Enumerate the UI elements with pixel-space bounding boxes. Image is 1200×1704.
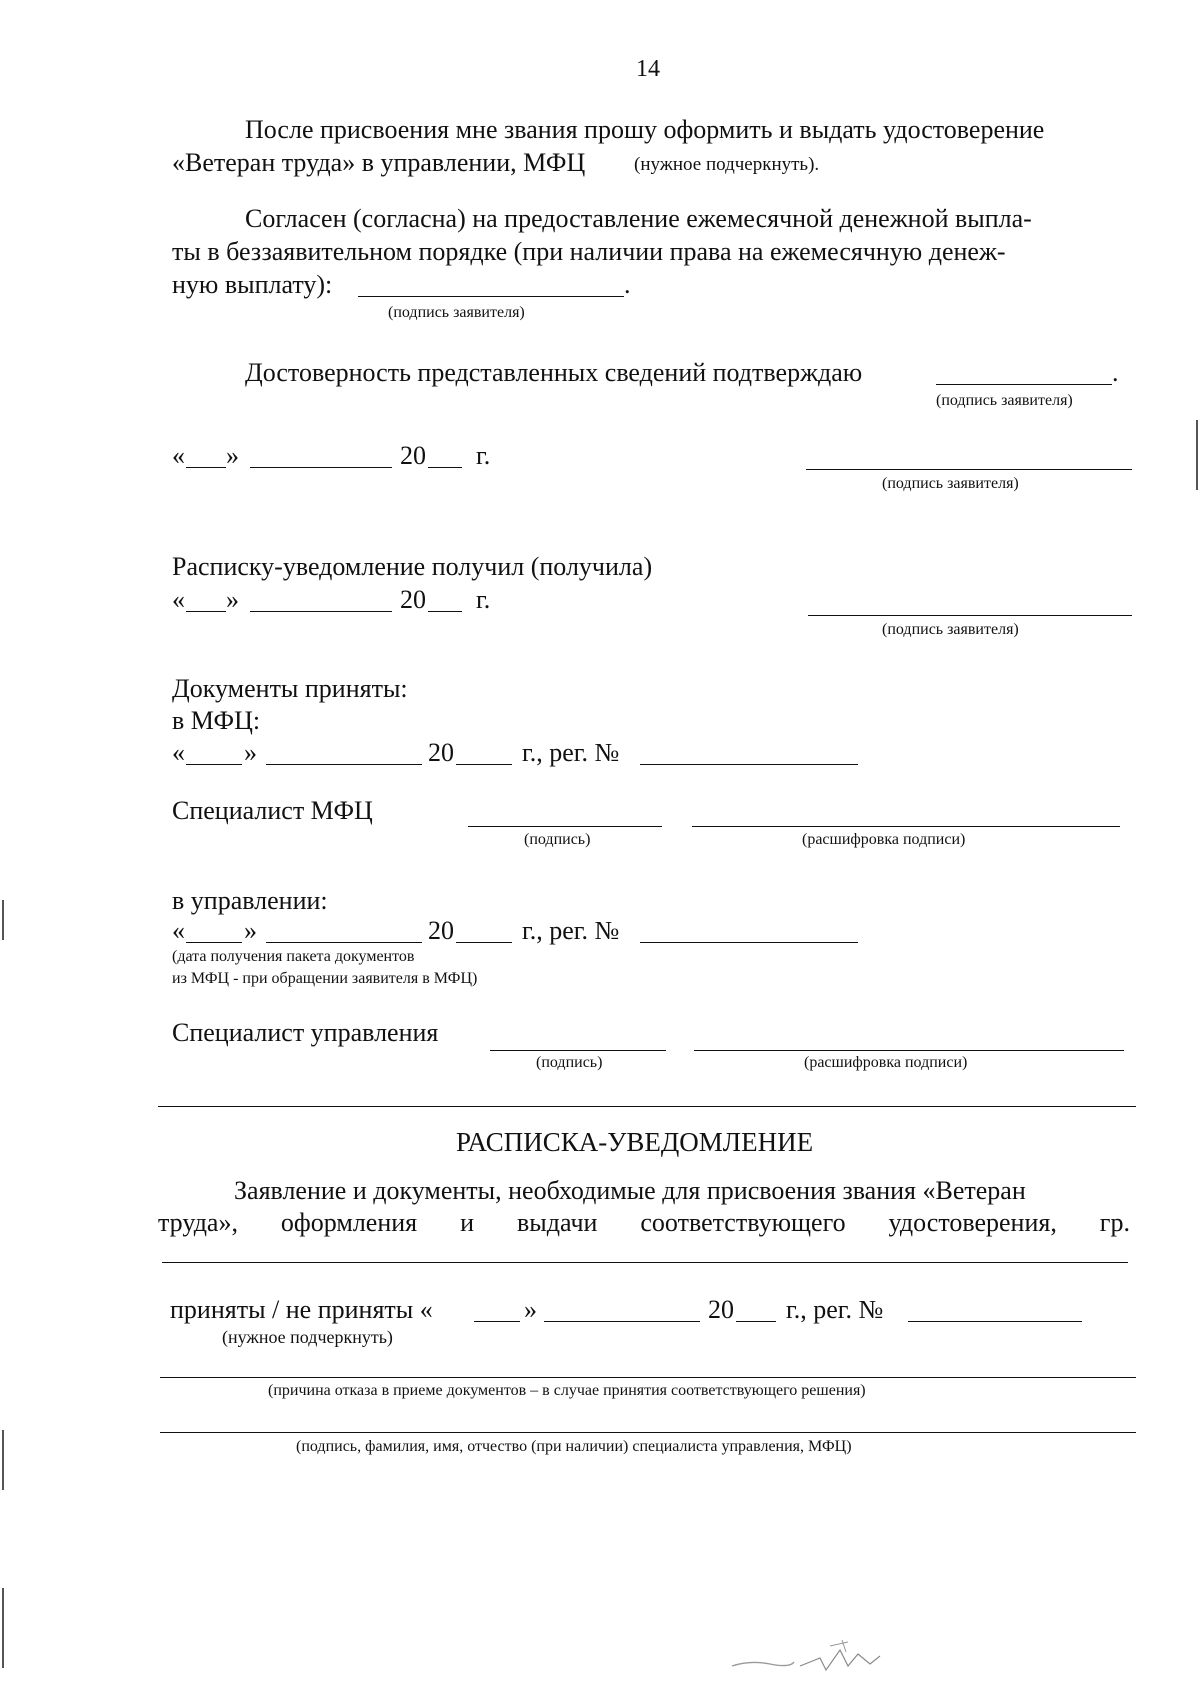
office-year-field[interactable] (456, 942, 512, 943)
consent-signature-line[interactable] (358, 296, 624, 297)
mfc-reg-number-field[interactable] (640, 764, 858, 765)
documents-accepted-label: Документы приняты: (172, 674, 408, 703)
receipt-year-prefix: 20 (400, 585, 426, 614)
receipt-month-field[interactable] (250, 611, 392, 612)
receipt-signature-line[interactable] (808, 615, 1132, 616)
accepted-year-field[interactable] (736, 1321, 776, 1322)
mfc-day-field[interactable] (186, 764, 242, 765)
office-specialist-sign-line[interactable] (490, 1050, 666, 1051)
consent-signature-caption: (подпись заявителя) (388, 304, 525, 321)
accepted-day-field[interactable] (474, 1321, 520, 1322)
office-sign-caption: (подпись) (536, 1054, 603, 1071)
paragraph-consent-line1: Согласен (согласна) на предоставление ежемесячной денежной выпла- (245, 204, 1032, 233)
date-year-suffix: г. (476, 441, 491, 470)
receipt-notice-word: труда», (158, 1208, 238, 1237)
receipt-notice-word: соответствующего (640, 1208, 846, 1237)
accuracy-dot: . (1112, 358, 1119, 387)
mfc-close-quote: » (244, 738, 257, 767)
paragraph-issue-certificate-line2: «Ветеран труда» в управлении, МФЦ (172, 148, 586, 177)
mfc-specialist-sign-line[interactable] (468, 826, 662, 827)
date-signature-caption: (подпись заявителя) (882, 475, 1019, 492)
mfc-specialist-decode-line[interactable] (692, 826, 1120, 827)
refusal-reason-caption: (причина отказа в приеме документов – в случае принятия соответствующего решения) (268, 1382, 866, 1399)
office-specialist-label: Специалист управления (172, 1018, 439, 1047)
date-year-prefix: 20 (400, 441, 426, 470)
receipt-notice-word: гр. (1099, 1208, 1130, 1237)
mfc-year-prefix: 20 (428, 738, 454, 767)
mfc-specialist-label: Специалист МФЦ (172, 796, 373, 825)
scan-edge-mark (2, 1588, 4, 1668)
date-close-quote: » (226, 441, 239, 470)
mfc-month-field[interactable] (266, 764, 422, 765)
accuracy-signature-caption: (подпись заявителя) (936, 392, 1073, 409)
mfc-year-field[interactable] (456, 764, 512, 765)
office-close-quote: » (244, 916, 257, 945)
paragraph-accuracy-confirm: Достоверность представленных сведений подтверждаю (245, 358, 863, 387)
office-day-field[interactable] (186, 942, 242, 943)
scan-edge-mark (1196, 420, 1198, 490)
office-note-line1: (дата получения пакета документов (172, 948, 415, 965)
scan-smudge-mark (730, 1636, 890, 1676)
receipt-notice-word: и (460, 1208, 475, 1237)
receipt-notice-word: выдачи (516, 1208, 598, 1237)
receipt-notice-line1: Заявление и документы, необходимые для присвоения звания «Ветеран (234, 1176, 1026, 1205)
accepted-underline-hint: (нужное подчеркнуть) (222, 1327, 393, 1347)
date-day-field[interactable] (186, 467, 226, 468)
accepted-close-quote: » (524, 1295, 537, 1324)
office-reg-number-field[interactable] (640, 942, 858, 943)
paragraph-consent-line2: ты в беззаявительном порядке (при наличии права на ежемесячную денеж- (172, 237, 1006, 266)
receipt-year-field[interactable] (428, 611, 462, 612)
accepted-status-text: приняты / не приняты « (170, 1295, 433, 1324)
underline-hint: (нужное подчеркнуть). (634, 154, 820, 175)
receipt-notice-line2 (158, 1208, 1130, 1238)
consent-dot: . (624, 270, 631, 299)
mfc-decode-caption: (расшифровка подписи) (802, 831, 966, 848)
section-separator (158, 1106, 1136, 1107)
office-month-field[interactable] (266, 942, 422, 943)
office-year-suffix: г., рег. № (522, 916, 620, 945)
mfc-label: в МФЦ: (172, 706, 261, 735)
receipt-notice-word: удостоверения, (888, 1208, 1057, 1237)
paragraph-consent-line3: ную выплату): (172, 270, 333, 299)
receipt-open-quote: « (172, 585, 185, 614)
accepted-year-suffix: г., рег. № (786, 1295, 884, 1324)
receipt-signature-caption: (подпись заявителя) (882, 621, 1019, 638)
receipt-year-suffix: г. (476, 585, 491, 614)
scan-edge-mark (2, 1430, 4, 1490)
date-open-quote: « (172, 441, 185, 470)
mfc-sign-caption: (подпись) (524, 831, 591, 848)
scan-edge-mark (2, 900, 4, 940)
accepted-year-prefix: 20 (708, 1295, 734, 1324)
applicant-name-line[interactable] (162, 1262, 1128, 1263)
date-month-field[interactable] (250, 467, 392, 468)
mfc-open-quote: « (172, 738, 185, 767)
receipt-day-field[interactable] (186, 611, 226, 612)
accepted-month-field[interactable] (544, 1321, 700, 1322)
specialist-signature-caption: (подпись, фамилия, имя, отчество (при наличии) специалиста управления, МФЦ) (296, 1438, 852, 1455)
office-open-quote: « (172, 916, 185, 945)
specialist-signature-line[interactable] (160, 1432, 1136, 1433)
office-specialist-decode-line[interactable] (694, 1050, 1124, 1051)
date-year-field[interactable] (428, 467, 462, 468)
receipt-received-label: Расписку-уведомление получил (получила) (172, 552, 653, 581)
office-note-line2: из МФЦ - при обращении заявителя в МФЦ) (172, 970, 478, 987)
office-year-prefix: 20 (428, 916, 454, 945)
paragraph-issue-certificate-line1: После присвоения мне звания прошу оформить и выдать удостоверение (245, 115, 1045, 144)
page-number: 14 (636, 56, 660, 82)
accuracy-signature-line[interactable] (936, 384, 1112, 385)
mfc-year-suffix: г., рег. № (522, 738, 620, 767)
refusal-reason-line[interactable] (160, 1377, 1136, 1378)
office-label: в управлении: (172, 886, 328, 915)
receipt-notice-title: РАСПИСКА-УВЕДОМЛЕНИЕ (456, 1127, 814, 1157)
date-signature-line[interactable] (806, 469, 1132, 470)
office-decode-caption: (расшифровка подписи) (804, 1054, 968, 1071)
receipt-close-quote: » (226, 585, 239, 614)
accepted-reg-number-field[interactable] (908, 1321, 1082, 1322)
receipt-notice-word: оформления (280, 1208, 418, 1237)
